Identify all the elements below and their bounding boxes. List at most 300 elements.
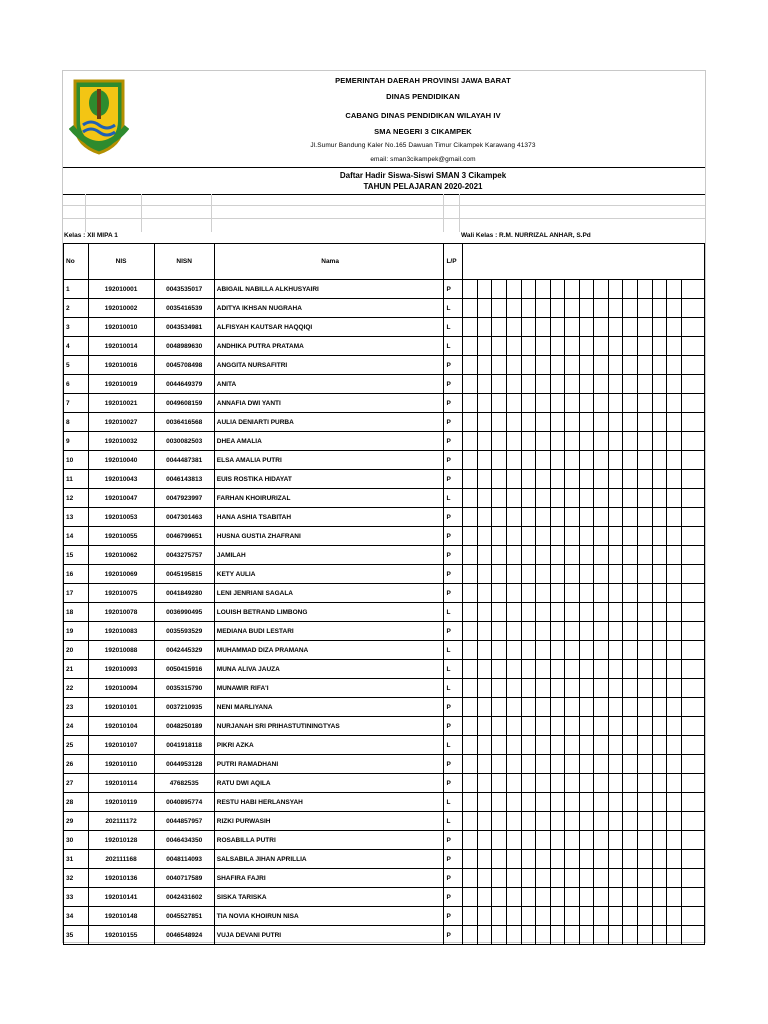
attendance-cell[interactable]: [681, 489, 704, 508]
attendance-cell[interactable]: [492, 565, 507, 584]
attendance-cell[interactable]: [492, 850, 507, 869]
attendance-cell[interactable]: [681, 299, 704, 318]
attendance-cell[interactable]: [492, 622, 507, 641]
attendance-cell[interactable]: [594, 337, 609, 356]
attendance-cell[interactable]: [652, 527, 667, 546]
attendance-cell[interactable]: [536, 926, 551, 945]
attendance-cell[interactable]: [652, 793, 667, 812]
attendance-cell[interactable]: [463, 318, 478, 337]
attendance-cell[interactable]: [608, 831, 623, 850]
attendance-cell[interactable]: [579, 850, 594, 869]
attendance-cell[interactable]: [594, 736, 609, 755]
attendance-cell[interactable]: [638, 318, 653, 337]
attendance-cell[interactable]: [594, 774, 609, 793]
attendance-cell[interactable]: [463, 470, 478, 489]
attendance-cell[interactable]: [638, 869, 653, 888]
attendance-cell[interactable]: [667, 888, 682, 907]
attendance-cell[interactable]: [623, 603, 638, 622]
attendance-cell[interactable]: [550, 888, 565, 907]
attendance-cell[interactable]: [681, 888, 704, 907]
attendance-cell[interactable]: [492, 793, 507, 812]
attendance-cell[interactable]: [536, 527, 551, 546]
attendance-cell[interactable]: [536, 280, 551, 299]
attendance-cell[interactable]: [652, 318, 667, 337]
attendance-cell[interactable]: [506, 641, 521, 660]
attendance-cell[interactable]: [463, 546, 478, 565]
attendance-cell[interactable]: [506, 394, 521, 413]
attendance-cell[interactable]: [594, 755, 609, 774]
attendance-cell[interactable]: [594, 869, 609, 888]
attendance-cell[interactable]: [623, 869, 638, 888]
attendance-cell[interactable]: [608, 622, 623, 641]
attendance-cell[interactable]: [667, 318, 682, 337]
attendance-cell[interactable]: [579, 413, 594, 432]
attendance-cell[interactable]: [550, 603, 565, 622]
attendance-cell[interactable]: [579, 603, 594, 622]
attendance-cell[interactable]: [638, 641, 653, 660]
attendance-cell[interactable]: [536, 603, 551, 622]
attendance-cell[interactable]: [652, 660, 667, 679]
attendance-cell[interactable]: [608, 603, 623, 622]
attendance-cell[interactable]: [565, 375, 580, 394]
attendance-cell[interactable]: [463, 394, 478, 413]
attendance-cell[interactable]: [652, 508, 667, 527]
attendance-cell[interactable]: [550, 926, 565, 945]
attendance-cell[interactable]: [667, 660, 682, 679]
attendance-cell[interactable]: [623, 793, 638, 812]
attendance-cell[interactable]: [477, 299, 492, 318]
attendance-cell[interactable]: [506, 603, 521, 622]
attendance-cell[interactable]: [667, 356, 682, 375]
attendance-cell[interactable]: [594, 622, 609, 641]
attendance-cell[interactable]: [565, 774, 580, 793]
attendance-cell[interactable]: [521, 337, 536, 356]
attendance-cell[interactable]: [623, 831, 638, 850]
attendance-cell[interactable]: [506, 508, 521, 527]
attendance-cell[interactable]: [550, 622, 565, 641]
attendance-cell[interactable]: [565, 660, 580, 679]
attendance-cell[interactable]: [492, 470, 507, 489]
attendance-cell[interactable]: [550, 470, 565, 489]
attendance-cell[interactable]: [565, 603, 580, 622]
attendance-cell[interactable]: [506, 774, 521, 793]
attendance-cell[interactable]: [506, 470, 521, 489]
attendance-cell[interactable]: [638, 603, 653, 622]
attendance-cell[interactable]: [652, 337, 667, 356]
attendance-cell[interactable]: [463, 831, 478, 850]
attendance-cell[interactable]: [667, 793, 682, 812]
attendance-cell[interactable]: [536, 698, 551, 717]
attendance-cell[interactable]: [477, 888, 492, 907]
attendance-cell[interactable]: [463, 451, 478, 470]
attendance-cell[interactable]: [536, 546, 551, 565]
attendance-cell[interactable]: [623, 926, 638, 945]
attendance-cell[interactable]: [608, 812, 623, 831]
attendance-cell[interactable]: [550, 280, 565, 299]
attendance-cell[interactable]: [594, 679, 609, 698]
attendance-cell[interactable]: [521, 356, 536, 375]
attendance-cell[interactable]: [477, 280, 492, 299]
attendance-cell[interactable]: [681, 280, 704, 299]
attendance-cell[interactable]: [638, 812, 653, 831]
attendance-cell[interactable]: [477, 698, 492, 717]
attendance-cell[interactable]: [579, 755, 594, 774]
attendance-cell[interactable]: [477, 394, 492, 413]
attendance-cell[interactable]: [579, 489, 594, 508]
attendance-cell[interactable]: [536, 470, 551, 489]
attendance-cell[interactable]: [521, 679, 536, 698]
attendance-cell[interactable]: [463, 299, 478, 318]
attendance-cell[interactable]: [594, 299, 609, 318]
attendance-cell[interactable]: [492, 812, 507, 831]
attendance-cell[interactable]: [506, 413, 521, 432]
attendance-cell[interactable]: [638, 926, 653, 945]
attendance-cell[interactable]: [463, 717, 478, 736]
attendance-cell[interactable]: [477, 508, 492, 527]
attendance-cell[interactable]: [536, 375, 551, 394]
attendance-cell[interactable]: [681, 318, 704, 337]
attendance-cell[interactable]: [638, 451, 653, 470]
attendance-cell[interactable]: [681, 451, 704, 470]
attendance-cell[interactable]: [492, 717, 507, 736]
attendance-cell[interactable]: [681, 736, 704, 755]
attendance-cell[interactable]: [652, 622, 667, 641]
attendance-cell[interactable]: [565, 907, 580, 926]
attendance-cell[interactable]: [492, 489, 507, 508]
attendance-cell[interactable]: [506, 451, 521, 470]
attendance-cell[interactable]: [536, 717, 551, 736]
attendance-cell[interactable]: [463, 755, 478, 774]
attendance-cell[interactable]: [608, 869, 623, 888]
attendance-cell[interactable]: [477, 527, 492, 546]
attendance-cell[interactable]: [681, 850, 704, 869]
attendance-cell[interactable]: [550, 755, 565, 774]
attendance-cell[interactable]: [638, 280, 653, 299]
attendance-cell[interactable]: [608, 679, 623, 698]
attendance-cell[interactable]: [681, 831, 704, 850]
attendance-cell[interactable]: [579, 546, 594, 565]
attendance-cell[interactable]: [492, 660, 507, 679]
attendance-cell[interactable]: [623, 812, 638, 831]
attendance-cell[interactable]: [565, 679, 580, 698]
attendance-cell[interactable]: [579, 641, 594, 660]
attendance-cell[interactable]: [477, 451, 492, 470]
attendance-cell[interactable]: [652, 394, 667, 413]
attendance-cell[interactable]: [463, 698, 478, 717]
attendance-cell[interactable]: [565, 641, 580, 660]
attendance-cell[interactable]: [536, 394, 551, 413]
attendance-cell[interactable]: [681, 470, 704, 489]
attendance-cell[interactable]: [463, 375, 478, 394]
attendance-cell[interactable]: [463, 926, 478, 945]
attendance-cell[interactable]: [579, 926, 594, 945]
attendance-cell[interactable]: [667, 451, 682, 470]
attendance-cell[interactable]: [565, 337, 580, 356]
attendance-cell[interactable]: [608, 280, 623, 299]
attendance-cell[interactable]: [463, 337, 478, 356]
attendance-cell[interactable]: [463, 584, 478, 603]
attendance-cell[interactable]: [521, 755, 536, 774]
attendance-cell[interactable]: [536, 337, 551, 356]
attendance-cell[interactable]: [667, 337, 682, 356]
attendance-cell[interactable]: [638, 717, 653, 736]
attendance-cell[interactable]: [681, 679, 704, 698]
attendance-cell[interactable]: [623, 755, 638, 774]
attendance-cell[interactable]: [623, 546, 638, 565]
attendance-cell[interactable]: [681, 907, 704, 926]
attendance-cell[interactable]: [579, 527, 594, 546]
attendance-cell[interactable]: [521, 413, 536, 432]
attendance-cell[interactable]: [521, 926, 536, 945]
attendance-cell[interactable]: [506, 280, 521, 299]
attendance-cell[interactable]: [579, 394, 594, 413]
attendance-cell[interactable]: [608, 565, 623, 584]
attendance-cell[interactable]: [492, 299, 507, 318]
attendance-cell[interactable]: [608, 508, 623, 527]
attendance-cell[interactable]: [536, 565, 551, 584]
attendance-cell[interactable]: [594, 603, 609, 622]
attendance-cell[interactable]: [477, 356, 492, 375]
attendance-cell[interactable]: [550, 717, 565, 736]
attendance-cell[interactable]: [506, 337, 521, 356]
attendance-cell[interactable]: [667, 850, 682, 869]
attendance-cell[interactable]: [506, 318, 521, 337]
attendance-cell[interactable]: [608, 394, 623, 413]
attendance-cell[interactable]: [652, 850, 667, 869]
attendance-cell[interactable]: [638, 432, 653, 451]
attendance-cell[interactable]: [652, 584, 667, 603]
attendance-cell[interactable]: [608, 660, 623, 679]
attendance-cell[interactable]: [681, 717, 704, 736]
attendance-cell[interactable]: [652, 432, 667, 451]
attendance-cell[interactable]: [463, 850, 478, 869]
attendance-cell[interactable]: [579, 318, 594, 337]
attendance-cell[interactable]: [492, 337, 507, 356]
attendance-cell[interactable]: [638, 831, 653, 850]
attendance-cell[interactable]: [681, 755, 704, 774]
attendance-cell[interactable]: [667, 812, 682, 831]
attendance-cell[interactable]: [506, 489, 521, 508]
attendance-cell[interactable]: [623, 584, 638, 603]
attendance-cell[interactable]: [623, 489, 638, 508]
attendance-cell[interactable]: [623, 432, 638, 451]
attendance-cell[interactable]: [608, 413, 623, 432]
attendance-cell[interactable]: [506, 622, 521, 641]
attendance-cell[interactable]: [477, 603, 492, 622]
attendance-cell[interactable]: [521, 907, 536, 926]
attendance-cell[interactable]: [506, 812, 521, 831]
attendance-cell[interactable]: [477, 679, 492, 698]
attendance-cell[interactable]: [521, 641, 536, 660]
attendance-cell[interactable]: [492, 375, 507, 394]
attendance-cell[interactable]: [594, 432, 609, 451]
attendance-cell[interactable]: [521, 603, 536, 622]
attendance-cell[interactable]: [565, 584, 580, 603]
attendance-cell[interactable]: [550, 660, 565, 679]
attendance-cell[interactable]: [579, 774, 594, 793]
attendance-cell[interactable]: [492, 432, 507, 451]
attendance-cell[interactable]: [579, 470, 594, 489]
attendance-cell[interactable]: [652, 451, 667, 470]
attendance-cell[interactable]: [550, 375, 565, 394]
attendance-cell[interactable]: [608, 888, 623, 907]
attendance-cell[interactable]: [463, 888, 478, 907]
attendance-cell[interactable]: [521, 451, 536, 470]
attendance-cell[interactable]: [477, 546, 492, 565]
attendance-cell[interactable]: [521, 299, 536, 318]
attendance-cell[interactable]: [652, 641, 667, 660]
attendance-cell[interactable]: [521, 432, 536, 451]
attendance-cell[interactable]: [463, 774, 478, 793]
attendance-cell[interactable]: [550, 793, 565, 812]
attendance-cell[interactable]: [477, 470, 492, 489]
attendance-cell[interactable]: [594, 565, 609, 584]
attendance-cell[interactable]: [594, 280, 609, 299]
attendance-cell[interactable]: [652, 489, 667, 508]
attendance-cell[interactable]: [594, 812, 609, 831]
attendance-cell[interactable]: [492, 869, 507, 888]
attendance-cell[interactable]: [623, 622, 638, 641]
attendance-cell[interactable]: [492, 679, 507, 698]
attendance-cell[interactable]: [463, 622, 478, 641]
attendance-cell[interactable]: [463, 603, 478, 622]
attendance-cell[interactable]: [681, 660, 704, 679]
attendance-cell[interactable]: [579, 508, 594, 527]
attendance-cell[interactable]: [652, 774, 667, 793]
attendance-cell[interactable]: [652, 603, 667, 622]
attendance-cell[interactable]: [463, 679, 478, 698]
attendance-cell[interactable]: [681, 527, 704, 546]
attendance-cell[interactable]: [536, 774, 551, 793]
attendance-cell[interactable]: [521, 717, 536, 736]
attendance-cell[interactable]: [579, 698, 594, 717]
attendance-cell[interactable]: [506, 299, 521, 318]
attendance-cell[interactable]: [565, 280, 580, 299]
attendance-cell[interactable]: [579, 907, 594, 926]
attendance-cell[interactable]: [536, 831, 551, 850]
attendance-cell[interactable]: [492, 698, 507, 717]
attendance-cell[interactable]: [579, 451, 594, 470]
attendance-cell[interactable]: [463, 413, 478, 432]
attendance-cell[interactable]: [638, 698, 653, 717]
attendance-cell[interactable]: [565, 888, 580, 907]
attendance-cell[interactable]: [623, 907, 638, 926]
attendance-cell[interactable]: [521, 774, 536, 793]
attendance-cell[interactable]: [594, 907, 609, 926]
attendance-cell[interactable]: [608, 546, 623, 565]
attendance-cell[interactable]: [521, 508, 536, 527]
attendance-cell[interactable]: [477, 831, 492, 850]
attendance-cell[interactable]: [652, 280, 667, 299]
attendance-cell[interactable]: [623, 318, 638, 337]
attendance-cell[interactable]: [638, 337, 653, 356]
attendance-cell[interactable]: [608, 698, 623, 717]
attendance-cell[interactable]: [594, 508, 609, 527]
attendance-cell[interactable]: [652, 755, 667, 774]
attendance-cell[interactable]: [667, 679, 682, 698]
attendance-cell[interactable]: [536, 622, 551, 641]
attendance-cell[interactable]: [506, 793, 521, 812]
attendance-cell[interactable]: [638, 375, 653, 394]
attendance-cell[interactable]: [608, 318, 623, 337]
attendance-cell[interactable]: [565, 869, 580, 888]
attendance-cell[interactable]: [550, 907, 565, 926]
attendance-cell[interactable]: [550, 318, 565, 337]
attendance-cell[interactable]: [681, 337, 704, 356]
attendance-cell[interactable]: [681, 698, 704, 717]
attendance-cell[interactable]: [536, 907, 551, 926]
attendance-cell[interactable]: [565, 622, 580, 641]
attendance-cell[interactable]: [492, 280, 507, 299]
attendance-cell[interactable]: [579, 299, 594, 318]
attendance-cell[interactable]: [477, 413, 492, 432]
attendance-cell[interactable]: [521, 470, 536, 489]
attendance-cell[interactable]: [638, 774, 653, 793]
attendance-cell[interactable]: [536, 299, 551, 318]
attendance-cell[interactable]: [623, 717, 638, 736]
attendance-cell[interactable]: [506, 584, 521, 603]
attendance-cell[interactable]: [638, 660, 653, 679]
attendance-cell[interactable]: [550, 337, 565, 356]
attendance-cell[interactable]: [550, 774, 565, 793]
attendance-cell[interactable]: [652, 356, 667, 375]
attendance-cell[interactable]: [638, 679, 653, 698]
attendance-cell[interactable]: [667, 774, 682, 793]
attendance-cell[interactable]: [681, 546, 704, 565]
attendance-cell[interactable]: [550, 869, 565, 888]
attendance-cell[interactable]: [667, 489, 682, 508]
attendance-cell[interactable]: [565, 755, 580, 774]
attendance-cell[interactable]: [477, 641, 492, 660]
attendance-cell[interactable]: [550, 850, 565, 869]
attendance-cell[interactable]: [652, 907, 667, 926]
attendance-cell[interactable]: [492, 831, 507, 850]
attendance-cell[interactable]: [579, 337, 594, 356]
attendance-cell[interactable]: [681, 584, 704, 603]
attendance-cell[interactable]: [463, 489, 478, 508]
attendance-cell[interactable]: [638, 489, 653, 508]
attendance-cell[interactable]: [492, 603, 507, 622]
attendance-cell[interactable]: [477, 755, 492, 774]
attendance-cell[interactable]: [565, 356, 580, 375]
attendance-cell[interactable]: [579, 565, 594, 584]
attendance-cell[interactable]: [608, 299, 623, 318]
attendance-cell[interactable]: [550, 413, 565, 432]
attendance-cell[interactable]: [638, 755, 653, 774]
attendance-cell[interactable]: [579, 888, 594, 907]
attendance-cell[interactable]: [536, 679, 551, 698]
attendance-cell[interactable]: [652, 736, 667, 755]
attendance-cell[interactable]: [536, 869, 551, 888]
attendance-cell[interactable]: [536, 584, 551, 603]
attendance-cell[interactable]: [608, 432, 623, 451]
attendance-cell[interactable]: [506, 717, 521, 736]
attendance-cell[interactable]: [667, 299, 682, 318]
attendance-cell[interactable]: [681, 508, 704, 527]
attendance-cell[interactable]: [594, 489, 609, 508]
attendance-cell[interactable]: [550, 565, 565, 584]
attendance-cell[interactable]: [608, 755, 623, 774]
attendance-cell[interactable]: [477, 622, 492, 641]
attendance-cell[interactable]: [594, 641, 609, 660]
attendance-cell[interactable]: [594, 470, 609, 489]
attendance-cell[interactable]: [536, 508, 551, 527]
attendance-cell[interactable]: [477, 489, 492, 508]
attendance-cell[interactable]: [594, 698, 609, 717]
attendance-cell[interactable]: [667, 432, 682, 451]
attendance-cell[interactable]: [492, 451, 507, 470]
attendance-cell[interactable]: [536, 641, 551, 660]
